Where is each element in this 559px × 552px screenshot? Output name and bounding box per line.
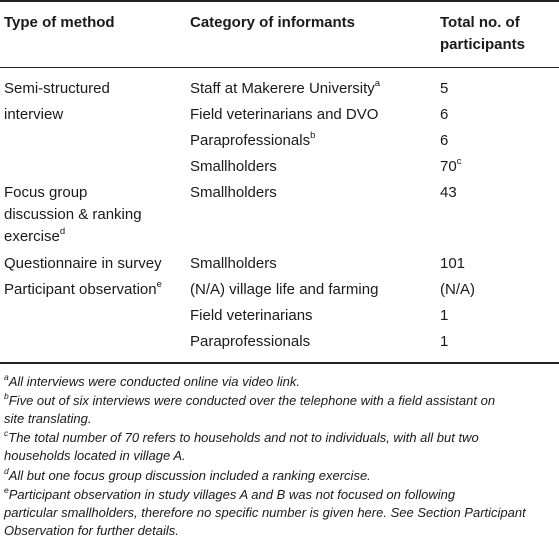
header-total-line2: participants	[440, 36, 526, 53]
table-top-rule	[0, 0, 559, 2]
category-cell: (N/A) village life and farming	[190, 281, 379, 298]
total-cell: (N/A)	[440, 281, 475, 298]
category-cell: Staff at Makerere University$^a$	[190, 78, 381, 97]
method-cell: exercise$^d$	[4, 226, 66, 245]
category-cell: Paraprofessionals$^b$	[190, 130, 316, 149]
table-bottom-rule	[0, 362, 559, 364]
footnote-e: $^e$Participant observation in study villages A and B was not focused on following particular smallholders, therefore no specific number is given here. See Section Participant Observation for further details.	[4, 484, 526, 539]
category-cell: Field veterinarians and DVO	[190, 106, 379, 123]
footnote-b: $^b$Five out of six interviews were conducted over the telephone with a field assistant on site translating.	[4, 390, 496, 427]
method-cell: Focus group	[4, 184, 88, 201]
category-cell: Smallholders	[190, 255, 277, 272]
method-cell: Semi-structured	[4, 80, 110, 97]
category-cell: Smallholders	[190, 158, 277, 175]
method-cell: discussion & ranking	[4, 206, 142, 223]
header-type-of-method: Type of method	[4, 14, 115, 31]
footnote-a: $^a$All interviews were conducted online via video link.	[4, 371, 300, 389]
total-cell: 5	[440, 80, 449, 97]
total-cell: 70$^c$	[440, 156, 462, 175]
header-category-of-informants: Category of informants	[190, 14, 356, 31]
category-cell: Field veterinarians	[190, 307, 313, 324]
total-cell: 6	[440, 132, 449, 149]
footnote-c: $^c$The total number of 70 refers to households and not to individuals, with all but two households located in village A.	[4, 427, 479, 464]
header-total-line1: Total no. of	[440, 14, 520, 31]
total-cell: 101	[440, 255, 466, 272]
method-cell: Questionnaire in survey	[4, 255, 162, 272]
method-cell: Participant observation$^e$	[4, 279, 162, 298]
total-cell: 1	[440, 333, 449, 350]
footnote-d: $^d$All but one focus group discussion included a ranking exercise.	[4, 465, 371, 483]
header-rule	[0, 67, 559, 68]
total-cell: 43	[440, 184, 457, 201]
total-cell: 6	[440, 106, 449, 123]
method-cell: interview	[4, 106, 64, 123]
category-cell: Smallholders	[190, 184, 277, 201]
total-cell: 1	[440, 307, 449, 324]
category-cell: Paraprofessionals	[190, 333, 311, 350]
